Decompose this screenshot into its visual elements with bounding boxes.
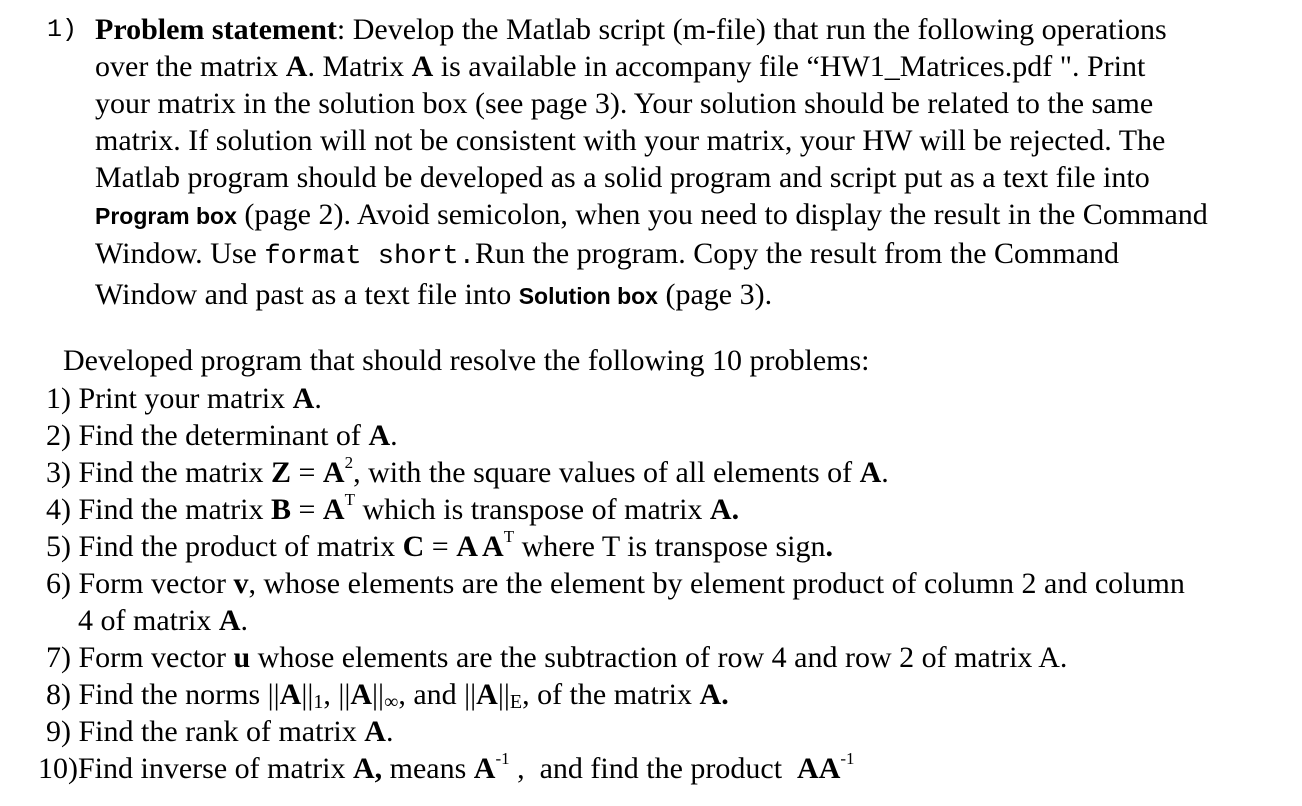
text: || [372, 678, 385, 711]
matrix-symbol: A [411, 50, 434, 83]
superscript: 2 [344, 453, 354, 472]
text: where T is transpose sign [514, 530, 826, 563]
text: || [301, 678, 314, 711]
matrix-symbol: A [473, 752, 496, 785]
text: : Develop the Matlab script (m-file) that run the following operations [336, 13, 1167, 46]
text: , and || [398, 678, 477, 711]
matrix-symbol: A [285, 50, 308, 83]
statement-line: matrix. If solution will not be consistent with your matrix, your HW will be rejected. The [95, 124, 1166, 157]
text: . [881, 456, 889, 489]
matrix-symbol: Z [270, 456, 291, 489]
problem-list [38, 380, 1185, 787]
matrix-symbol: A [364, 715, 386, 748]
vector-symbol: u [233, 641, 251, 674]
problem-item-1 [38, 380, 1185, 417]
matrix-symbol: A [709, 493, 732, 526]
text: , with the square values of all elements of [353, 456, 860, 489]
text: Run the program. Copy the result from the Command [474, 237, 1120, 270]
text: is available in accompany file “HW1_Matrices.pdf ". Print [433, 50, 1146, 83]
text: 3) Find the matrix [46, 456, 271, 489]
text: = [424, 530, 457, 563]
text: , and find the product [509, 752, 798, 785]
problem-item-9 [38, 713, 1185, 750]
statement-line: Matlab program should be developed as a solid program and script put as a text file into [95, 161, 1150, 194]
matrix-symbol: A [699, 678, 722, 711]
text: 9) Find the rank of matrix [46, 715, 365, 748]
matrix-symbol: A [859, 456, 882, 489]
text: 8) Find the norms || [46, 678, 280, 711]
problem-item-4 [38, 491, 1185, 528]
problem-item-6-continued [38, 602, 1185, 639]
program-box-label: Program box [95, 203, 237, 229]
text: 2) Find the determinant of [46, 419, 369, 452]
problems-intro: Developed program that should resolve the following 10 problems: [63, 344, 870, 377]
text: 1) Print your matrix [46, 382, 293, 415]
vector-symbol: v [233, 567, 249, 600]
matrix-symbol: A [279, 678, 302, 711]
matrix-symbol: A, [352, 752, 383, 785]
matrix-symbol: A [322, 456, 345, 489]
matrix-symbol: AA [797, 752, 841, 785]
matrix-symbol: A [350, 678, 373, 711]
text: || [497, 678, 510, 711]
statement-line [95, 11, 1295, 48]
matrix-symbol: A [368, 419, 391, 452]
problem-statement-label: Problem statement [95, 13, 337, 46]
problem-item-10 [38, 750, 1185, 787]
problem-item-3 [38, 454, 1185, 491]
text: = [291, 456, 323, 489]
text: 10)Find inverse of matrix [38, 752, 353, 785]
superscript: T [344, 490, 355, 509]
text: which is transpose of matrix [354, 493, 710, 526]
statement-line [95, 196, 1295, 235]
problem-item-7 [38, 639, 1185, 676]
matrix-symbol: B [270, 493, 291, 526]
statement-line [95, 48, 1295, 85]
text: means [382, 752, 474, 785]
text: (page 2). Avoid semicolon, when you need to display the result in the Command [236, 198, 1208, 231]
text: 4) Find the matrix [46, 493, 271, 526]
matrix-symbol: A [292, 382, 315, 415]
text: 6) Form vector [46, 567, 234, 600]
text: Window and past as a text file into [95, 278, 519, 311]
subscript: ∞ [384, 691, 399, 713]
text: over the matrix [95, 50, 286, 83]
text: 5) Find the product of matrix [46, 530, 403, 563]
superscript: -1 [840, 749, 855, 768]
problem-statement [95, 11, 1295, 315]
text: . [731, 493, 740, 526]
text: . [721, 678, 729, 711]
matrix-symbol: A [218, 604, 241, 637]
statement-line: your matrix in the solution box (see page 3). Your solution should be related to the same [95, 87, 1154, 120]
text: 7) Form vector [46, 641, 234, 674]
text: 4 of matrix [78, 604, 219, 637]
problem-item-5 [38, 528, 1185, 565]
text: , whose elements are the element by element product of column 2 and column [248, 567, 1185, 600]
problem-item-2 [38, 417, 1185, 454]
text: . [314, 382, 322, 415]
problem-number: 1) [47, 15, 78, 44]
subscript: E [509, 691, 523, 713]
matrix-symbol: A [476, 678, 498, 711]
problem-item-8 [38, 676, 1185, 713]
matrix-symbol: C [402, 530, 425, 563]
statement-line [95, 235, 1295, 276]
superscript: T [503, 527, 515, 546]
text: , of the matrix [522, 678, 700, 711]
subscript: 1 [313, 691, 324, 713]
solution-box-label: Solution box [518, 283, 658, 309]
text: . [240, 604, 248, 637]
text: . [385, 715, 394, 748]
text: . Matrix [307, 50, 412, 83]
text: whose elements are the subtraction of row 4 and row 2 of matrix A. [250, 641, 1068, 674]
matrix-symbol: A A [456, 530, 504, 563]
text: = [291, 493, 323, 526]
superscript: -1 [495, 749, 510, 768]
matrix-symbol: A [322, 493, 345, 526]
format-short-code: format short. [264, 242, 475, 272]
problem-item-6 [38, 565, 1185, 602]
text: . [390, 419, 398, 452]
text: Window. Use [95, 237, 265, 270]
text: , || [323, 678, 351, 711]
statement-line [95, 276, 1295, 315]
text: . [825, 530, 833, 563]
text: (page 3). [657, 278, 773, 311]
